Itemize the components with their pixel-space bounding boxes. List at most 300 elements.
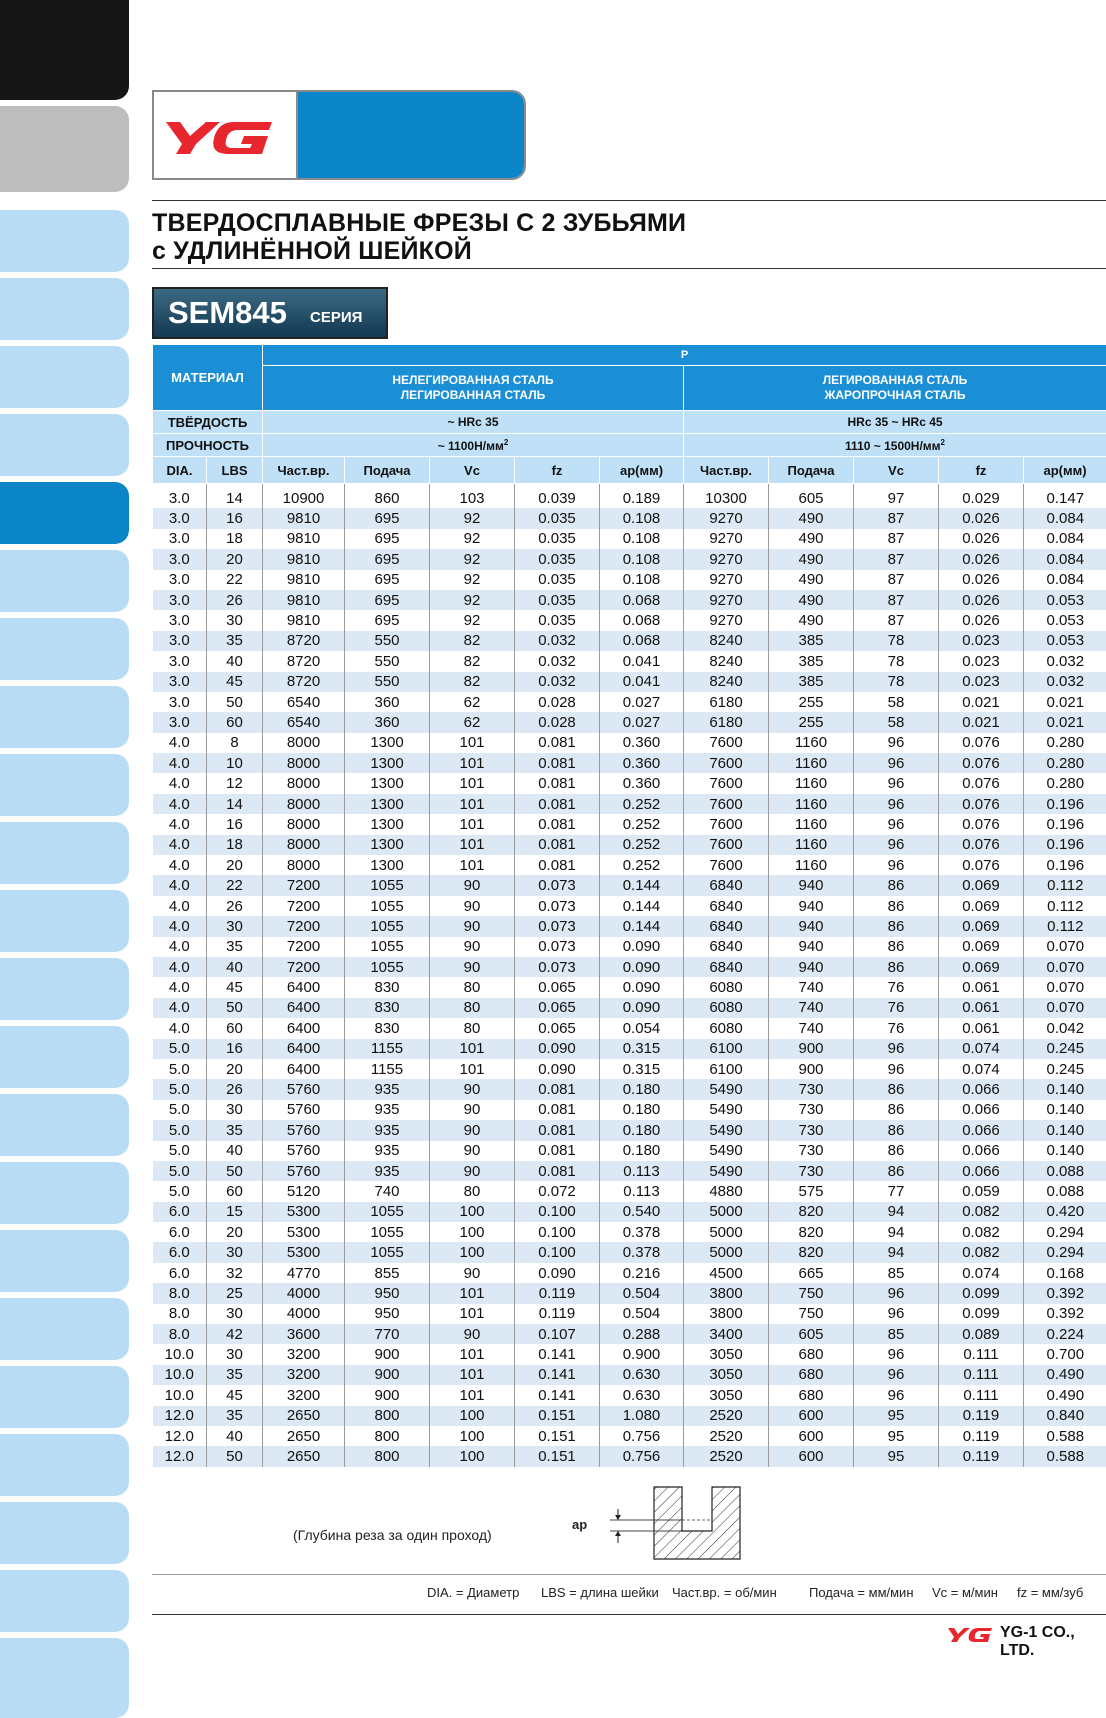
side-tab-21[interactable] — [0, 1570, 129, 1632]
yg-logo-icon — [154, 92, 296, 178]
table-cell: 605 — [769, 484, 854, 509]
table-row — [153, 570, 1106, 590]
table-cell: 0.035 — [515, 549, 600, 569]
side-tab-7[interactable] — [0, 618, 129, 680]
table-cell: 0.100 — [515, 1242, 600, 1262]
table-cell: 86 — [854, 875, 939, 895]
strength-group-2 — [684, 434, 1106, 457]
material-group-2 — [684, 366, 1106, 411]
side-tab-20[interactable] — [0, 1502, 129, 1564]
side-tab-14[interactable] — [0, 1094, 129, 1156]
side-tab-8[interactable] — [0, 686, 129, 748]
table-cell: 35 — [207, 1406, 263, 1426]
table-cell: 3200 — [263, 1344, 345, 1364]
table-cell: 0.039 — [515, 484, 600, 509]
table-row — [153, 1018, 1106, 1038]
table-cell: 5760 — [263, 1141, 345, 1161]
table-cell: 5490 — [684, 1100, 769, 1120]
table-cell: 0.029 — [939, 484, 1024, 509]
table-cell: 0.026 — [939, 610, 1024, 630]
table-cell: 0.073 — [515, 937, 600, 957]
table-cell: 96 — [854, 1059, 939, 1079]
table-cell: 0.090 — [515, 1263, 600, 1283]
table-cell: 0.144 — [600, 916, 684, 936]
side-tab-4[interactable] — [0, 414, 129, 476]
side-tab-top[interactable] — [0, 0, 129, 100]
table-cell: 3050 — [684, 1385, 769, 1405]
table-cell: 4880 — [684, 1181, 769, 1201]
table-cell: 0.070 — [1024, 957, 1106, 977]
table-cell: 1300 — [345, 753, 430, 773]
table-cell: 8000 — [263, 773, 345, 793]
table-cell: 32 — [207, 1263, 263, 1283]
table-cell: 87 — [854, 570, 939, 590]
table-cell: 0.061 — [939, 998, 1024, 1018]
table-cell: 20 — [207, 549, 263, 569]
table-cell: 85 — [854, 1263, 939, 1283]
side-tab-19[interactable] — [0, 1434, 129, 1496]
table-cell: 695 — [345, 610, 430, 630]
table-cell: 0.081 — [515, 1079, 600, 1099]
table-cell: 86 — [854, 896, 939, 916]
table-cell: 92 — [430, 549, 515, 569]
table-cell: 0.074 — [939, 1059, 1024, 1079]
table-cell: 90 — [430, 896, 515, 916]
table-cell: 0.076 — [939, 835, 1024, 855]
yg-footer-logo-icon — [946, 1624, 994, 1644]
table-cell: 20 — [207, 855, 263, 875]
table-cell: 18 — [207, 529, 263, 549]
table-cell: 6840 — [684, 937, 769, 957]
table-cell: 96 — [854, 1385, 939, 1405]
table-cell: 5.0 — [153, 1141, 207, 1161]
legend-rule — [152, 1574, 1106, 1575]
table-cell: 0.032 — [1024, 651, 1106, 671]
table-cell: 96 — [854, 814, 939, 834]
side-tab-11[interactable] — [0, 890, 129, 952]
table-cell: 0.504 — [600, 1283, 684, 1303]
table-cell: 0.042 — [1024, 1018, 1106, 1038]
table-cell: 0.035 — [515, 590, 600, 610]
table-cell: 86 — [854, 1120, 939, 1140]
table-cell: 6.0 — [153, 1263, 207, 1283]
table-cell: 7600 — [684, 794, 769, 814]
table-cell: 1055 — [345, 1242, 430, 1262]
table-cell: 3050 — [684, 1344, 769, 1364]
table-row — [153, 916, 1106, 936]
table-cell: 16 — [207, 508, 263, 528]
table-cell: 96 — [854, 1039, 939, 1059]
table-cell: 0.027 — [600, 692, 684, 712]
table-cell: 600 — [769, 1426, 854, 1446]
table-cell: 5.0 — [153, 1181, 207, 1201]
table-cell: 0.119 — [515, 1283, 600, 1303]
table-cell: 8240 — [684, 651, 769, 671]
table-cell: 0.180 — [600, 1079, 684, 1099]
table-cell: 0.035 — [515, 570, 600, 590]
table-cell: 0.053 — [1024, 590, 1106, 610]
table-cell: 3.0 — [153, 631, 207, 651]
table-cell: 86 — [854, 1141, 939, 1161]
material-group-1 — [263, 366, 684, 411]
table-cell: 5000 — [684, 1242, 769, 1262]
table-cell: 87 — [854, 590, 939, 610]
table-cell: 3200 — [263, 1385, 345, 1405]
column-header: fz — [939, 457, 1024, 484]
table-cell: 6080 — [684, 1018, 769, 1038]
page-title — [152, 209, 686, 265]
table-cell: 0.294 — [1024, 1242, 1106, 1262]
table-cell: 15 — [207, 1202, 263, 1222]
table-cell: 1.080 — [600, 1406, 684, 1426]
table-row — [153, 1141, 1106, 1161]
table-cell: 0.084 — [1024, 529, 1106, 549]
table-cell: 935 — [345, 1100, 430, 1120]
side-tab-active[interactable] — [0, 482, 129, 544]
table-cell: 4500 — [684, 1263, 769, 1283]
table-cell: 0.151 — [515, 1446, 600, 1466]
table-cell: 12.0 — [153, 1426, 207, 1446]
side-tab-9[interactable] — [0, 754, 129, 816]
table-cell: 6180 — [684, 692, 769, 712]
table-cell: 4.0 — [153, 977, 207, 997]
table-cell: 1160 — [769, 753, 854, 773]
table-cell: 60 — [207, 1181, 263, 1201]
series-code: SEM845 — [168, 295, 287, 330]
table-cell: 9270 — [684, 529, 769, 549]
table-cell: 9270 — [684, 610, 769, 630]
table-cell: 92 — [430, 570, 515, 590]
table-cell: 0.112 — [1024, 896, 1106, 916]
table-cell: 490 — [769, 570, 854, 590]
table-cell: 820 — [769, 1242, 854, 1262]
table-cell: 103 — [430, 484, 515, 509]
table-cell: 0.081 — [515, 733, 600, 753]
table-cell: 5490 — [684, 1120, 769, 1140]
table-cell: 2650 — [263, 1446, 345, 1466]
table-cell: 5.0 — [153, 1039, 207, 1059]
table-cell: 5000 — [684, 1202, 769, 1222]
table-cell: 5490 — [684, 1161, 769, 1181]
table-cell: 7600 — [684, 753, 769, 773]
table-cell: 0.112 — [1024, 875, 1106, 895]
table-row — [153, 1446, 1106, 1466]
title-bottom-rule — [152, 268, 1106, 269]
table-cell: 86 — [854, 937, 939, 957]
table-row — [153, 631, 1106, 651]
table-row — [153, 896, 1106, 916]
side-tab-18[interactable] — [0, 1366, 129, 1428]
table-cell: 0.588 — [1024, 1426, 1106, 1446]
side-tab-22[interactable] — [0, 1638, 129, 1718]
table-cell: 2520 — [684, 1446, 769, 1466]
table-cell: 3.0 — [153, 692, 207, 712]
table-row — [153, 712, 1106, 732]
table-row — [153, 1406, 1106, 1426]
table-cell: 8.0 — [153, 1283, 207, 1303]
table-cell: 0.068 — [600, 610, 684, 630]
table-cell: 900 — [769, 1059, 854, 1079]
table-cell: 0.900 — [600, 1344, 684, 1364]
table-cell: 6840 — [684, 916, 769, 936]
table-cell: 0.081 — [515, 753, 600, 773]
column-header: Подача — [769, 457, 854, 484]
table-cell: 0.076 — [939, 794, 1024, 814]
table-cell: 6540 — [263, 712, 345, 732]
table-row — [153, 1079, 1106, 1099]
logo-panel — [154, 92, 298, 178]
table-cell: 92 — [430, 590, 515, 610]
table-cell: 62 — [430, 712, 515, 732]
table-cell: 0.069 — [939, 957, 1024, 977]
side-tab-16[interactable] — [0, 1230, 129, 1292]
table-cell: 0.084 — [1024, 508, 1106, 528]
table-cell: 5490 — [684, 1141, 769, 1161]
side-tab-12[interactable] — [0, 958, 129, 1020]
table-cell: 0.076 — [939, 773, 1024, 793]
table-cell: 0.630 — [600, 1385, 684, 1405]
strength1-sup: 2 — [503, 437, 509, 447]
table-cell: 101 — [430, 1039, 515, 1059]
table-row — [153, 1039, 1106, 1059]
table-cell: 0.756 — [600, 1426, 684, 1446]
table-cell: 7600 — [684, 733, 769, 753]
table-cell: 101 — [430, 733, 515, 753]
table-cell: 101 — [430, 753, 515, 773]
table-cell: 7200 — [263, 875, 345, 895]
table-cell: 0.315 — [600, 1039, 684, 1059]
table-cell: 0.151 — [515, 1406, 600, 1426]
table-cell: 96 — [854, 1344, 939, 1364]
table-cell: 385 — [769, 672, 854, 692]
table-cell: 490 — [769, 529, 854, 549]
table-cell: 90 — [430, 1161, 515, 1181]
side-tab-10[interactable] — [0, 822, 129, 884]
table-cell: 9810 — [263, 508, 345, 528]
table-cell: 0.168 — [1024, 1263, 1106, 1283]
series-badge — [152, 287, 388, 339]
table-cell: 5490 — [684, 1079, 769, 1099]
table-cell: 2650 — [263, 1406, 345, 1426]
side-tab-2[interactable] — [0, 278, 129, 340]
group2-line2: ЖАРОПРОЧНАЯ СТАЛЬ — [824, 388, 966, 402]
table-cell: 0.151 — [515, 1426, 600, 1446]
table-cell: 0.090 — [515, 1059, 600, 1079]
table-row — [153, 814, 1106, 834]
table-cell: 8000 — [263, 733, 345, 753]
table-cell: 730 — [769, 1100, 854, 1120]
table-cell: 0.196 — [1024, 835, 1106, 855]
table-cell: 78 — [854, 672, 939, 692]
table-cell: 12.0 — [153, 1446, 207, 1466]
table-cell: 360 — [345, 712, 430, 732]
table-cell: 1055 — [345, 957, 430, 977]
table-cell: 0.111 — [939, 1344, 1024, 1364]
table-cell: 4.0 — [153, 855, 207, 875]
table-cell: 6400 — [263, 1039, 345, 1059]
table-row — [153, 794, 1106, 814]
table-cell: 820 — [769, 1222, 854, 1242]
table-row — [153, 651, 1106, 671]
column-header: ap(мм) — [1024, 457, 1106, 484]
table-cell: 6840 — [684, 896, 769, 916]
table-cell: 9270 — [684, 508, 769, 528]
table-cell: 0.756 — [600, 1446, 684, 1466]
side-tab-15[interactable] — [0, 1162, 129, 1224]
column-header: LBS — [207, 457, 263, 484]
table-cell: 0.081 — [515, 773, 600, 793]
table-cell: 35 — [207, 631, 263, 651]
table-cell: 5300 — [263, 1202, 345, 1222]
table-row — [153, 484, 1106, 509]
table-cell: 86 — [854, 1161, 939, 1181]
side-tab-3[interactable] — [0, 346, 129, 408]
table-row — [153, 1059, 1106, 1079]
table-row — [153, 549, 1106, 569]
table-row — [153, 835, 1106, 855]
table-cell: 7600 — [684, 855, 769, 875]
table-cell: 0.294 — [1024, 1222, 1106, 1242]
table-cell: 30 — [207, 916, 263, 936]
table-cell: 76 — [854, 1018, 939, 1038]
table-cell: 0.088 — [1024, 1181, 1106, 1201]
table-cell: 6540 — [263, 692, 345, 712]
table-cell: 0.035 — [515, 610, 600, 630]
title-line-2: с УДЛИНЁННОЙ ШЕЙКОЙ — [152, 237, 472, 265]
side-tab-grey[interactable] — [0, 106, 129, 192]
table-cell: 1160 — [769, 794, 854, 814]
table-cell: 90 — [430, 937, 515, 957]
table-cell: 101 — [430, 855, 515, 875]
table-row — [153, 773, 1106, 793]
table-cell: 90 — [430, 916, 515, 936]
table-cell: 101 — [430, 1344, 515, 1364]
table-cell: 0.073 — [515, 957, 600, 977]
table-row — [153, 1181, 1106, 1201]
hardness-group-1: ~ HRc 35 — [263, 411, 684, 434]
table-cell: 1300 — [345, 814, 430, 834]
table-cell: 940 — [769, 875, 854, 895]
table-cell: 35 — [207, 937, 263, 957]
table-cell: 4.0 — [153, 733, 207, 753]
table-cell: 0.280 — [1024, 733, 1106, 753]
table-cell: 0.054 — [600, 1018, 684, 1038]
table-cell: 1300 — [345, 794, 430, 814]
table-row — [153, 1426, 1106, 1446]
table-cell: 77 — [854, 1181, 939, 1201]
table-cell: 385 — [769, 631, 854, 651]
side-tab-1[interactable] — [0, 210, 129, 272]
table-cell: 101 — [430, 1283, 515, 1303]
table-row — [153, 692, 1106, 712]
table-cell: 94 — [854, 1202, 939, 1222]
table-cell: 9810 — [263, 610, 345, 630]
table-cell: 0.026 — [939, 508, 1024, 528]
table-cell: 940 — [769, 896, 854, 916]
table-cell: 0.081 — [515, 1141, 600, 1161]
table-cell: 96 — [854, 855, 939, 875]
table-cell: 6080 — [684, 998, 769, 1018]
table-cell: 8240 — [684, 672, 769, 692]
table-cell: 0.081 — [515, 835, 600, 855]
table-cell: 695 — [345, 590, 430, 610]
table-cell: 950 — [345, 1283, 430, 1303]
table-cell: 8 — [207, 733, 263, 753]
table-cell: 40 — [207, 1426, 263, 1446]
table-cell: 0.252 — [600, 855, 684, 875]
table-cell: 3400 — [684, 1324, 769, 1344]
table-cell: 0.081 — [515, 794, 600, 814]
table-cell: 26 — [207, 896, 263, 916]
column-header: Част.вр. — [684, 457, 769, 484]
table-cell: 5.0 — [153, 1120, 207, 1140]
table-cell: 0.180 — [600, 1120, 684, 1140]
table-cell: 0.144 — [600, 875, 684, 895]
table-cell: 0.140 — [1024, 1100, 1106, 1120]
side-tab-17[interactable] — [0, 1298, 129, 1360]
strength1-value: ~ 1100Н/мм — [437, 438, 504, 453]
table-cell: 0.140 — [1024, 1141, 1106, 1161]
table-cell: 101 — [430, 1365, 515, 1385]
table-cell: 4.0 — [153, 835, 207, 855]
table-cell: 96 — [854, 1283, 939, 1303]
side-tab-13[interactable] — [0, 1026, 129, 1088]
table-cell: 0.108 — [600, 570, 684, 590]
table-cell: 90 — [430, 957, 515, 977]
table-cell: 0.066 — [939, 1141, 1024, 1161]
table-cell: 0.027 — [600, 712, 684, 732]
table-cell: 900 — [345, 1365, 430, 1385]
table-cell: 20 — [207, 1222, 263, 1242]
series-word: СЕРИЯ — [310, 309, 363, 326]
table-cell: 4.0 — [153, 957, 207, 977]
table-cell: 740 — [769, 1018, 854, 1038]
strength-group-1 — [263, 434, 684, 457]
table-row — [153, 1385, 1106, 1405]
table-cell: 5760 — [263, 1161, 345, 1181]
table-cell: 0.360 — [600, 753, 684, 773]
table-cell: 4.0 — [153, 937, 207, 957]
side-tab-6[interactable] — [0, 550, 129, 612]
table-cell: 605 — [769, 1324, 854, 1344]
table-cell: 695 — [345, 529, 430, 549]
table-cell: 0.360 — [600, 733, 684, 753]
table-cell: 0.041 — [600, 651, 684, 671]
table-cell: 0.180 — [600, 1141, 684, 1161]
table-cell: 6400 — [263, 1018, 345, 1038]
table-cell: 2520 — [684, 1426, 769, 1446]
table-cell: 385 — [769, 651, 854, 671]
table-cell: 4000 — [263, 1304, 345, 1324]
table-cell: 0.053 — [1024, 610, 1106, 630]
table-cell: 100 — [430, 1426, 515, 1446]
table-body — [153, 484, 1106, 1467]
table-cell: 5760 — [263, 1100, 345, 1120]
table-cell: 830 — [345, 1018, 430, 1038]
table-cell: 58 — [854, 712, 939, 732]
table-cell: 0.189 — [600, 484, 684, 509]
table-row — [153, 1304, 1106, 1324]
column-header: Подача — [345, 457, 430, 484]
table-cell: 0.111 — [939, 1365, 1024, 1385]
table-cell: 12.0 — [153, 1406, 207, 1426]
table-cell: 0.090 — [600, 998, 684, 1018]
table-cell: 9810 — [263, 549, 345, 569]
table-cell: 100 — [430, 1446, 515, 1466]
legend-lbs: LBS = длина шейки — [541, 1585, 659, 1600]
table-cell: 5760 — [263, 1079, 345, 1099]
table-cell: 40 — [207, 957, 263, 977]
